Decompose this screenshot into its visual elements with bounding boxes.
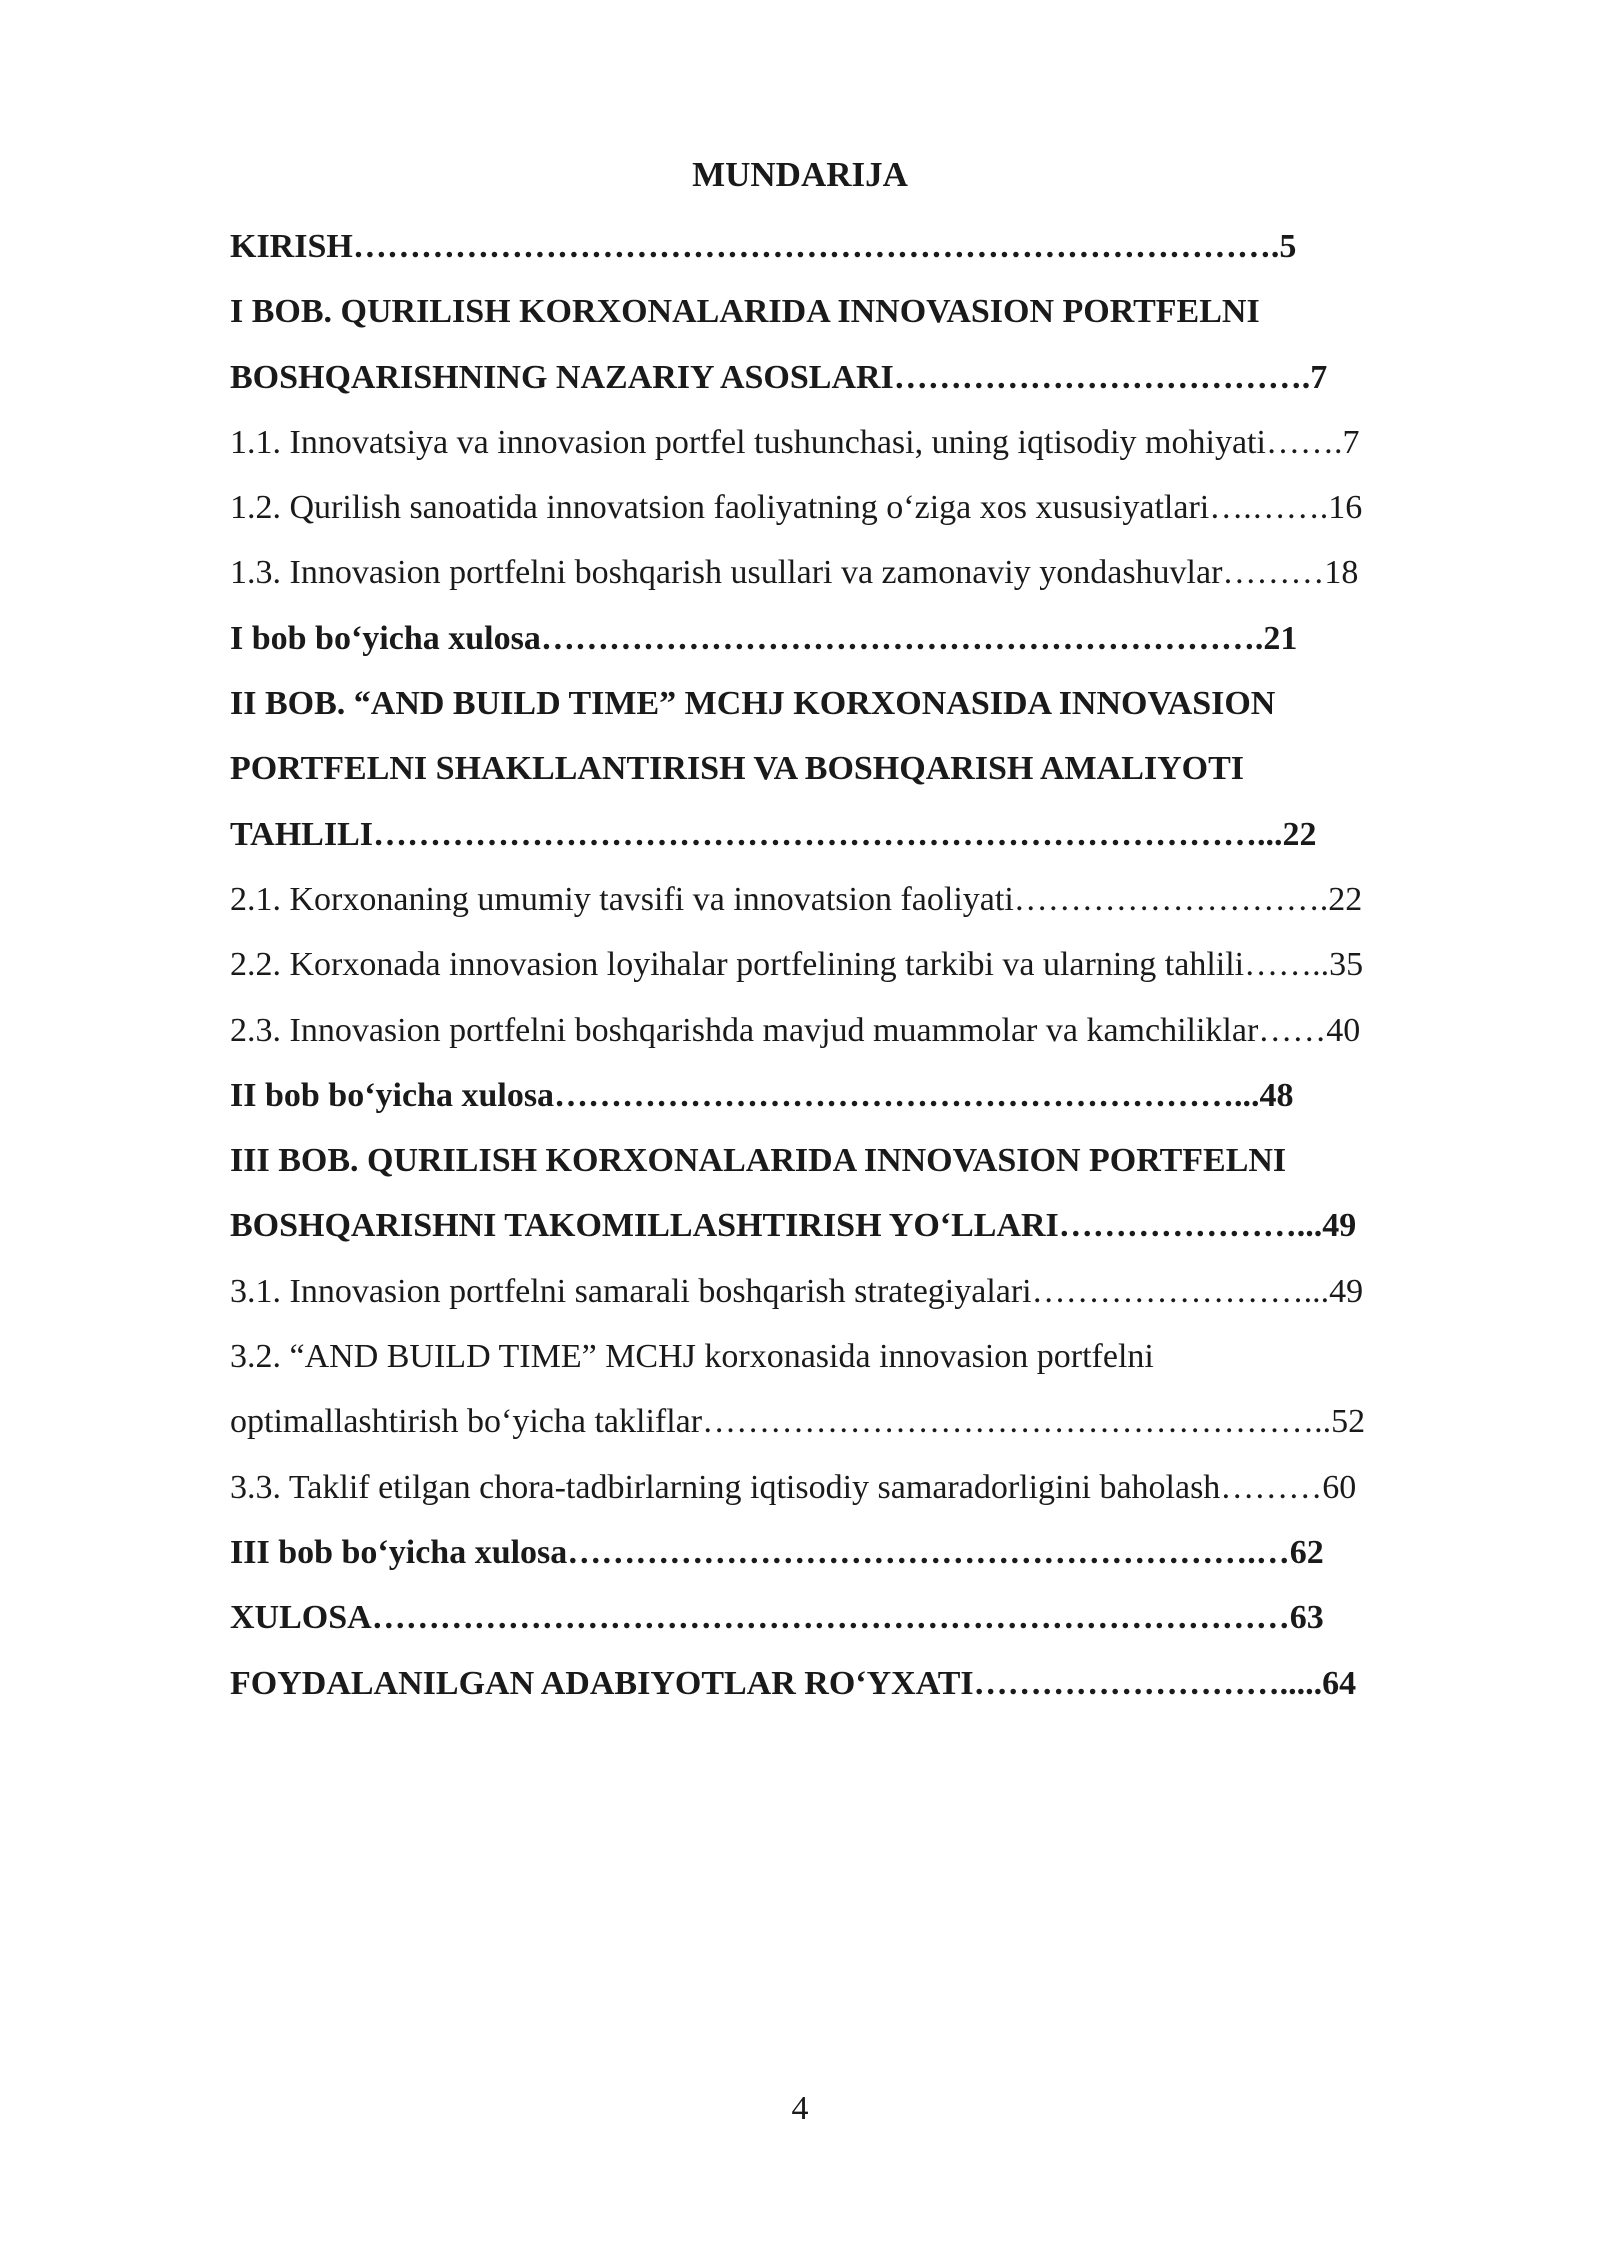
toc-line xyxy=(230,1324,1492,1389)
toc-line-text: I bob bo‘yicha xulosa……………………………………………………….21 xyxy=(230,619,1298,657)
toc-line-text: 2.1. Korxonaning umumiy tavsifi va innovatsion faoliyati……………………….22 xyxy=(230,880,1363,918)
toc-line-text: 1.1. Innovatsiya va innovasion portfel tushunchasi, uning iqtisodiy mohiyati…….7 xyxy=(230,423,1360,461)
toc-line-text: 2.2. Korxonada innovasion loyihalar portfelining tarkibi va ularning tahlili……..35 xyxy=(230,946,1364,984)
toc-line-text: PORTFELNI SHAKLLANTIRISH VA BOSHQARISH AMALIYOTI xyxy=(230,750,1245,788)
toc-line xyxy=(230,1259,1492,1324)
toc-line-text: II bob bo‘yicha xulosa……………………………………………………...48 xyxy=(230,1076,1294,1114)
toc-line-text: 3.1. Innovasion portfelni samarali boshqarish strategiyalari……………………...49 xyxy=(230,1272,1364,1310)
toc-line-text: BOSHQARISHNING NAZARIY ASOSLARI……………………………….7 xyxy=(230,358,1328,396)
toc-line-text: FOYDALANILGAN ADABIYOTLAR RO‘YXATI……………………….....64 xyxy=(230,1664,1357,1702)
toc-line xyxy=(230,540,1492,605)
toc-line xyxy=(230,1585,1492,1650)
toc-line-text: BOSHQARISHNI TAKOMILLASHTIRISH YO‘LLARI…………………...49 xyxy=(230,1207,1357,1245)
toc-line xyxy=(230,932,1492,997)
toc-line xyxy=(230,998,1492,1063)
toc-line xyxy=(230,802,1492,867)
toc-line xyxy=(230,410,1492,475)
toc-line xyxy=(230,1651,1492,1716)
toc-line-text: II BOB. “AND BUILD TIME” MCHJ KORXONASIDA INNOVASION xyxy=(230,685,1276,723)
toc-line xyxy=(230,1389,1492,1454)
toc-line xyxy=(230,1455,1492,1520)
toc-line xyxy=(230,1193,1492,1258)
toc-line-text: XULOSA………………………………………………………………………63 xyxy=(230,1599,1324,1637)
toc-line-text: III bob bo‘yicha xulosa…………………………………………………….…62 xyxy=(230,1533,1324,1571)
toc-line-text: 3.2. “AND BUILD TIME” MCHJ korxonasida innovasion portfelni xyxy=(230,1338,1154,1376)
toc-line-text: 1.2. Qurilish sanoatida innovatsion faoliyatning o‘ziga xos xususiyatlari….…….16 xyxy=(230,489,1363,527)
toc-line-text: 2.3. Innovasion portfelni boshqarishda mavjud muammolar va kamchiliklar……40 xyxy=(230,1011,1361,1049)
toc-line xyxy=(230,1063,1492,1128)
toc-line xyxy=(230,671,1492,736)
toc-line xyxy=(230,345,1492,410)
toc-line-text: optimallashtirish bo‘yicha takliflar………………………………………………..52 xyxy=(230,1403,1366,1441)
toc-line xyxy=(230,1128,1492,1193)
toc-line xyxy=(230,214,1492,279)
toc-line-text: TAHLILI……………………………………………………………………...22 xyxy=(230,815,1317,853)
page-number: 4 xyxy=(791,2090,809,2127)
toc-line-text: 1.3. Innovasion portfelni boshqarish usullari va zamonaviy yondashuvlar………18 xyxy=(230,554,1359,592)
toc-line-text: I BOB. QURILISH KORXONALARIDA INNOVASION PORTFELNI xyxy=(230,293,1260,331)
toc-line-text: III BOB. QURILISH KORXONALARIDA INNOVASION PORTFELNI xyxy=(230,1142,1287,1180)
toc-line xyxy=(230,867,1492,932)
toc-line xyxy=(230,1520,1492,1585)
toc-line xyxy=(230,475,1492,540)
toc-line-text: KIRISH……………………………………………………………………….5 xyxy=(230,228,1297,265)
toc-line-text: 3.3. Taklif etilgan chora-tadbirlarning iqtisodiy samaradorligini baholash………60 xyxy=(230,1468,1357,1506)
page-title: MUNDARIJA xyxy=(692,155,908,194)
toc-line xyxy=(230,606,1492,671)
table-of-contents xyxy=(230,214,1492,1716)
toc-line xyxy=(230,736,1492,801)
toc-line xyxy=(230,279,1492,344)
